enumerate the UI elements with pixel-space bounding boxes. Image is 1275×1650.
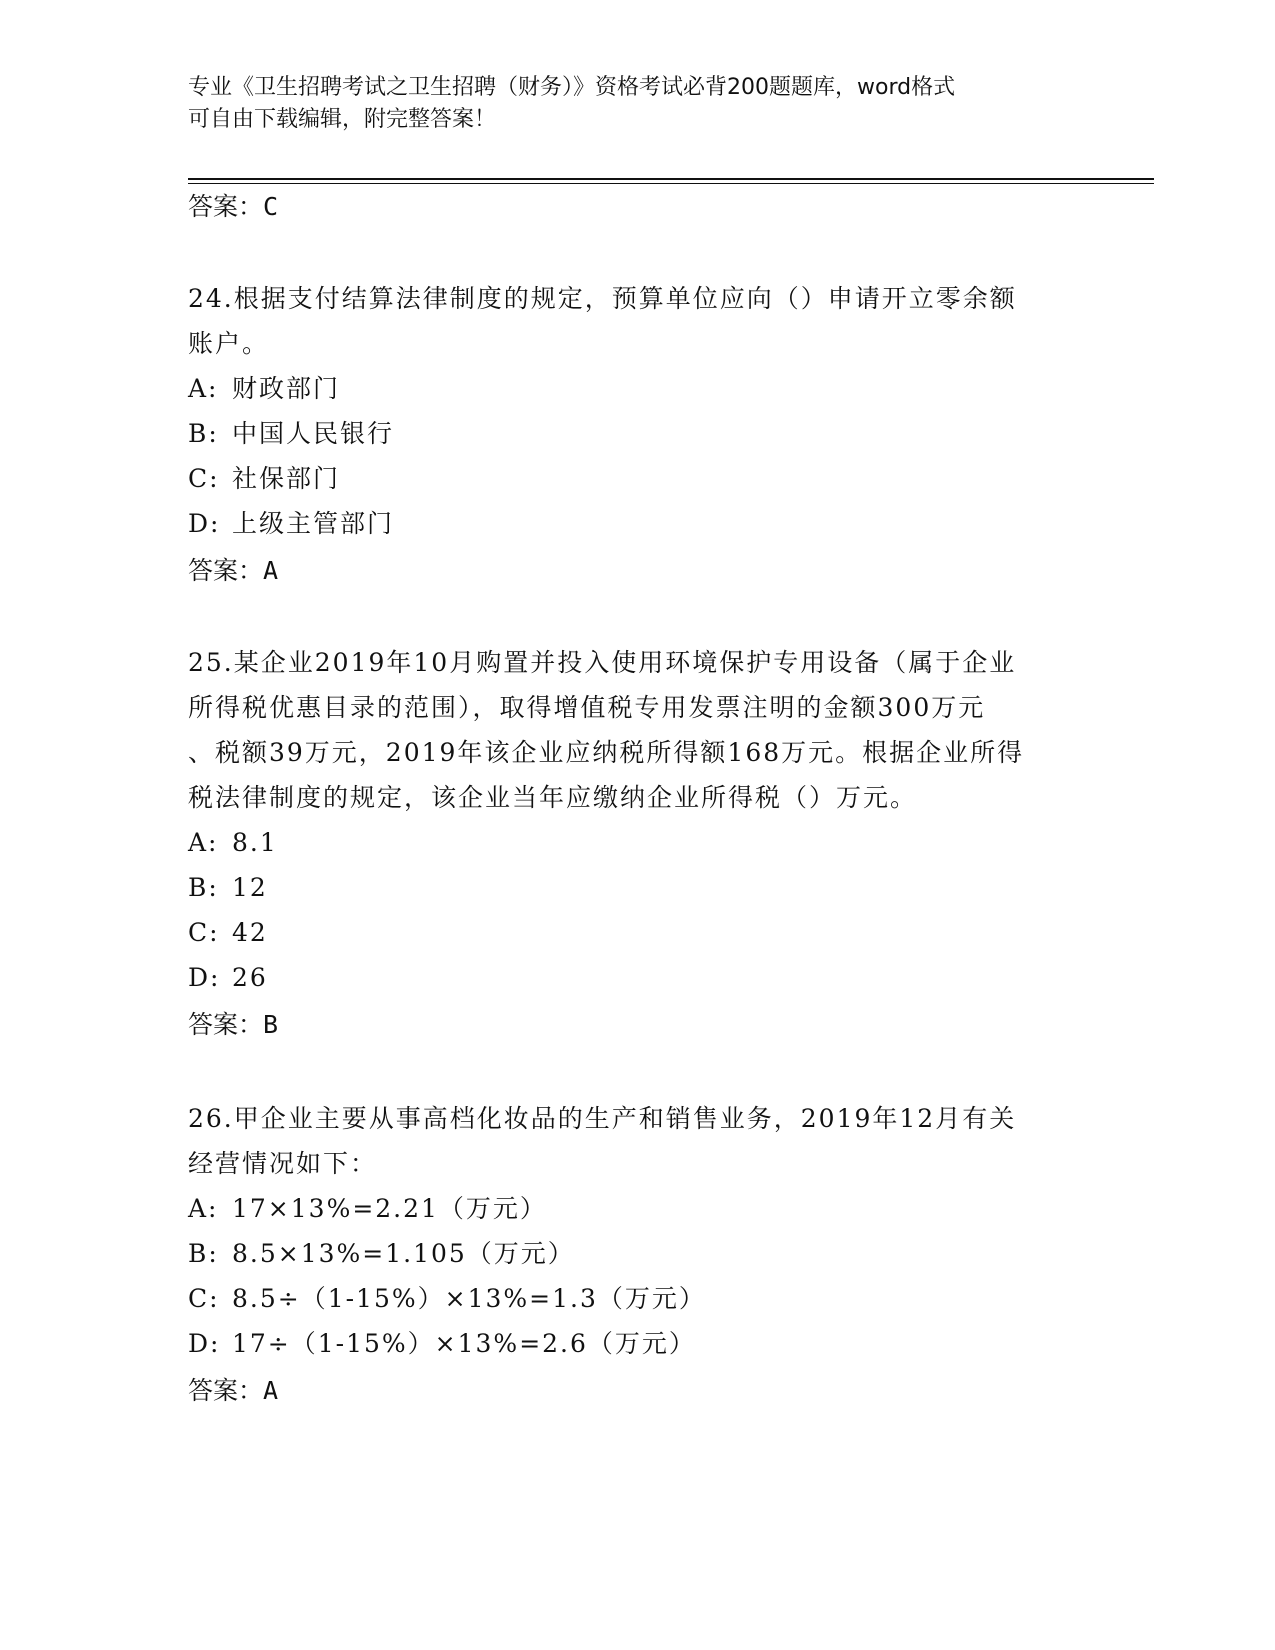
option-d <box>188 955 1088 1000</box>
question-25 <box>188 640 1088 1000</box>
option-key: D: <box>188 963 221 992</box>
option-key: C: <box>188 464 220 493</box>
answer-value: B <box>263 1010 279 1039</box>
question-stem-line: 、税额39万元，2019年该企业应纳税所得额168万元。根据企业所得 <box>188 738 1025 767</box>
answer-label: 答案： <box>188 1010 264 1039</box>
option-text: 上级主管部门 <box>232 509 395 538</box>
header-line-1: 专业《卫生招聘考试之卫生招聘（财务）》资格考试必背200题题库，word格式 <box>188 75 956 100</box>
header-divider-thin <box>188 183 1154 184</box>
option-text: 42 <box>232 918 268 947</box>
answer-value: C <box>263 192 279 221</box>
option-text: 8.5×13%=1.105（万元） <box>232 1239 575 1268</box>
option-key: B: <box>188 419 219 448</box>
answer-label: 答案： <box>188 1376 264 1405</box>
answer-label: 答案： <box>188 556 264 585</box>
option-b <box>188 1231 1088 1276</box>
question-stem-line: 25.某企业2019年10月购置并投入使用环境保护专用设备（属于企业 <box>188 648 1017 677</box>
option-text: 8.1 <box>232 828 278 857</box>
question-stem-line: 账户。 <box>188 329 270 358</box>
option-a <box>188 366 1088 411</box>
answer-line-q26 <box>188 1374 278 1408</box>
question-stem-line: 经营情况如下： <box>188 1149 378 1178</box>
option-key: B: <box>188 873 219 902</box>
answer-value: A <box>263 556 279 585</box>
option-key: A: <box>188 1194 219 1223</box>
header-line-2: 可自由下载编辑，附完整答案！ <box>188 107 497 132</box>
document-header <box>188 72 1068 136</box>
option-key: C: <box>188 1284 220 1313</box>
option-d <box>188 1321 1088 1366</box>
question-26 <box>188 1096 1088 1366</box>
option-text: 中国人民银行 <box>232 419 395 448</box>
question-stem-line: 所得税优惠目录的范围），取得增值税专用发票注明的金额300万元 <box>188 693 986 722</box>
option-text: 17÷（1-15%）×13%=2.6（万元） <box>232 1329 696 1358</box>
question-24 <box>188 276 1088 546</box>
answer-value: A <box>263 1376 279 1405</box>
option-text: 17×13%=2.21（万元） <box>232 1194 547 1223</box>
option-c <box>188 456 1088 501</box>
answer-label: 答案： <box>188 192 264 221</box>
option-b <box>188 865 1088 910</box>
option-text: 12 <box>232 873 268 902</box>
option-text: 8.5÷（1-15%）×13%=1.3（万元） <box>232 1284 706 1313</box>
answer-line-q23 <box>188 190 278 224</box>
option-a <box>188 1186 1088 1231</box>
option-c <box>188 1276 1088 1321</box>
option-d <box>188 501 1088 546</box>
option-text: 社保部门 <box>232 464 341 493</box>
header-divider <box>188 178 1154 180</box>
question-stem-line: 税法律制度的规定，该企业当年应缴纳企业所得税（）万元。 <box>188 783 918 812</box>
option-a <box>188 820 1088 865</box>
option-c <box>188 910 1088 955</box>
question-stem-line: 26.甲企业主要从事高档化妆品的生产和销售业务，2019年12月有关 <box>188 1104 1017 1133</box>
option-text: 26 <box>232 963 268 992</box>
option-text: 财政部门 <box>232 374 341 403</box>
question-stem-line: 24.根据支付结算法律制度的规定，预算单位应向（）申请开立零余额 <box>188 284 1017 313</box>
option-key: D: <box>188 1329 221 1358</box>
option-key: A: <box>188 828 219 857</box>
option-key: B: <box>188 1239 219 1268</box>
answer-line-q25 <box>188 1008 278 1042</box>
option-key: D: <box>188 509 221 538</box>
option-b <box>188 411 1088 456</box>
option-key: A: <box>188 374 219 403</box>
option-key: C: <box>188 918 220 947</box>
answer-line-q24 <box>188 554 278 588</box>
